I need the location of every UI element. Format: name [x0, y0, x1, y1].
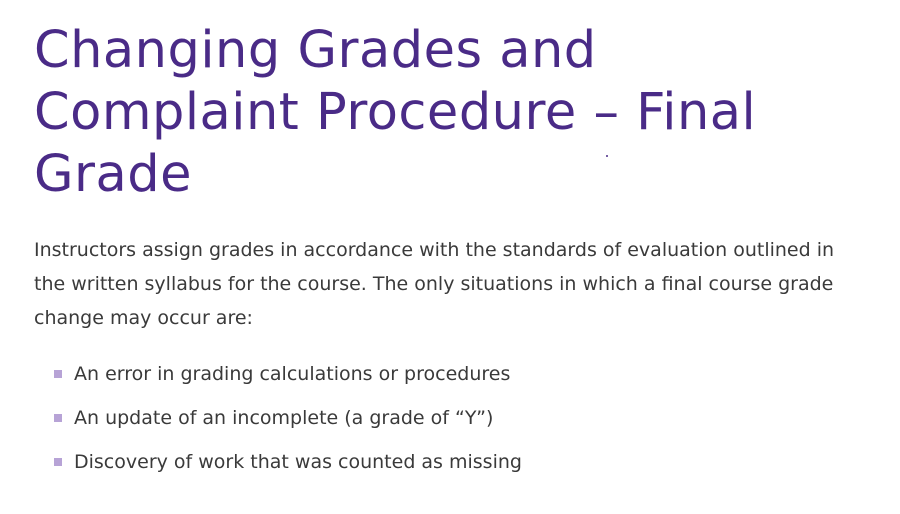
intro-paragraph: Instructors assign grades in accordance with the standards of evaluation outlined in the written syllabus for the course. The only situations in which a final course grade change may occur are: — [34, 239, 835, 329]
bullet-text: An error in grading calculations or procedures — [74, 363, 511, 385]
slide-title: Changing Grades and Complaint Procedure – Final Grade — [34, 21, 757, 204]
bullet-text: An update of an incomplete (a grade of “Y”) — [74, 407, 494, 429]
square-bullet-icon — [54, 414, 62, 422]
list-item — [34, 352, 864, 396]
square-bullet-icon — [54, 370, 62, 378]
bullet-list — [34, 352, 864, 484]
stray-dot — [606, 155, 608, 157]
bullet-text: Discovery of work that was counted as missing — [74, 451, 522, 473]
list-item — [34, 396, 864, 440]
list-item — [34, 440, 864, 484]
square-bullet-icon — [54, 458, 62, 466]
slide-content — [34, 20, 864, 484]
